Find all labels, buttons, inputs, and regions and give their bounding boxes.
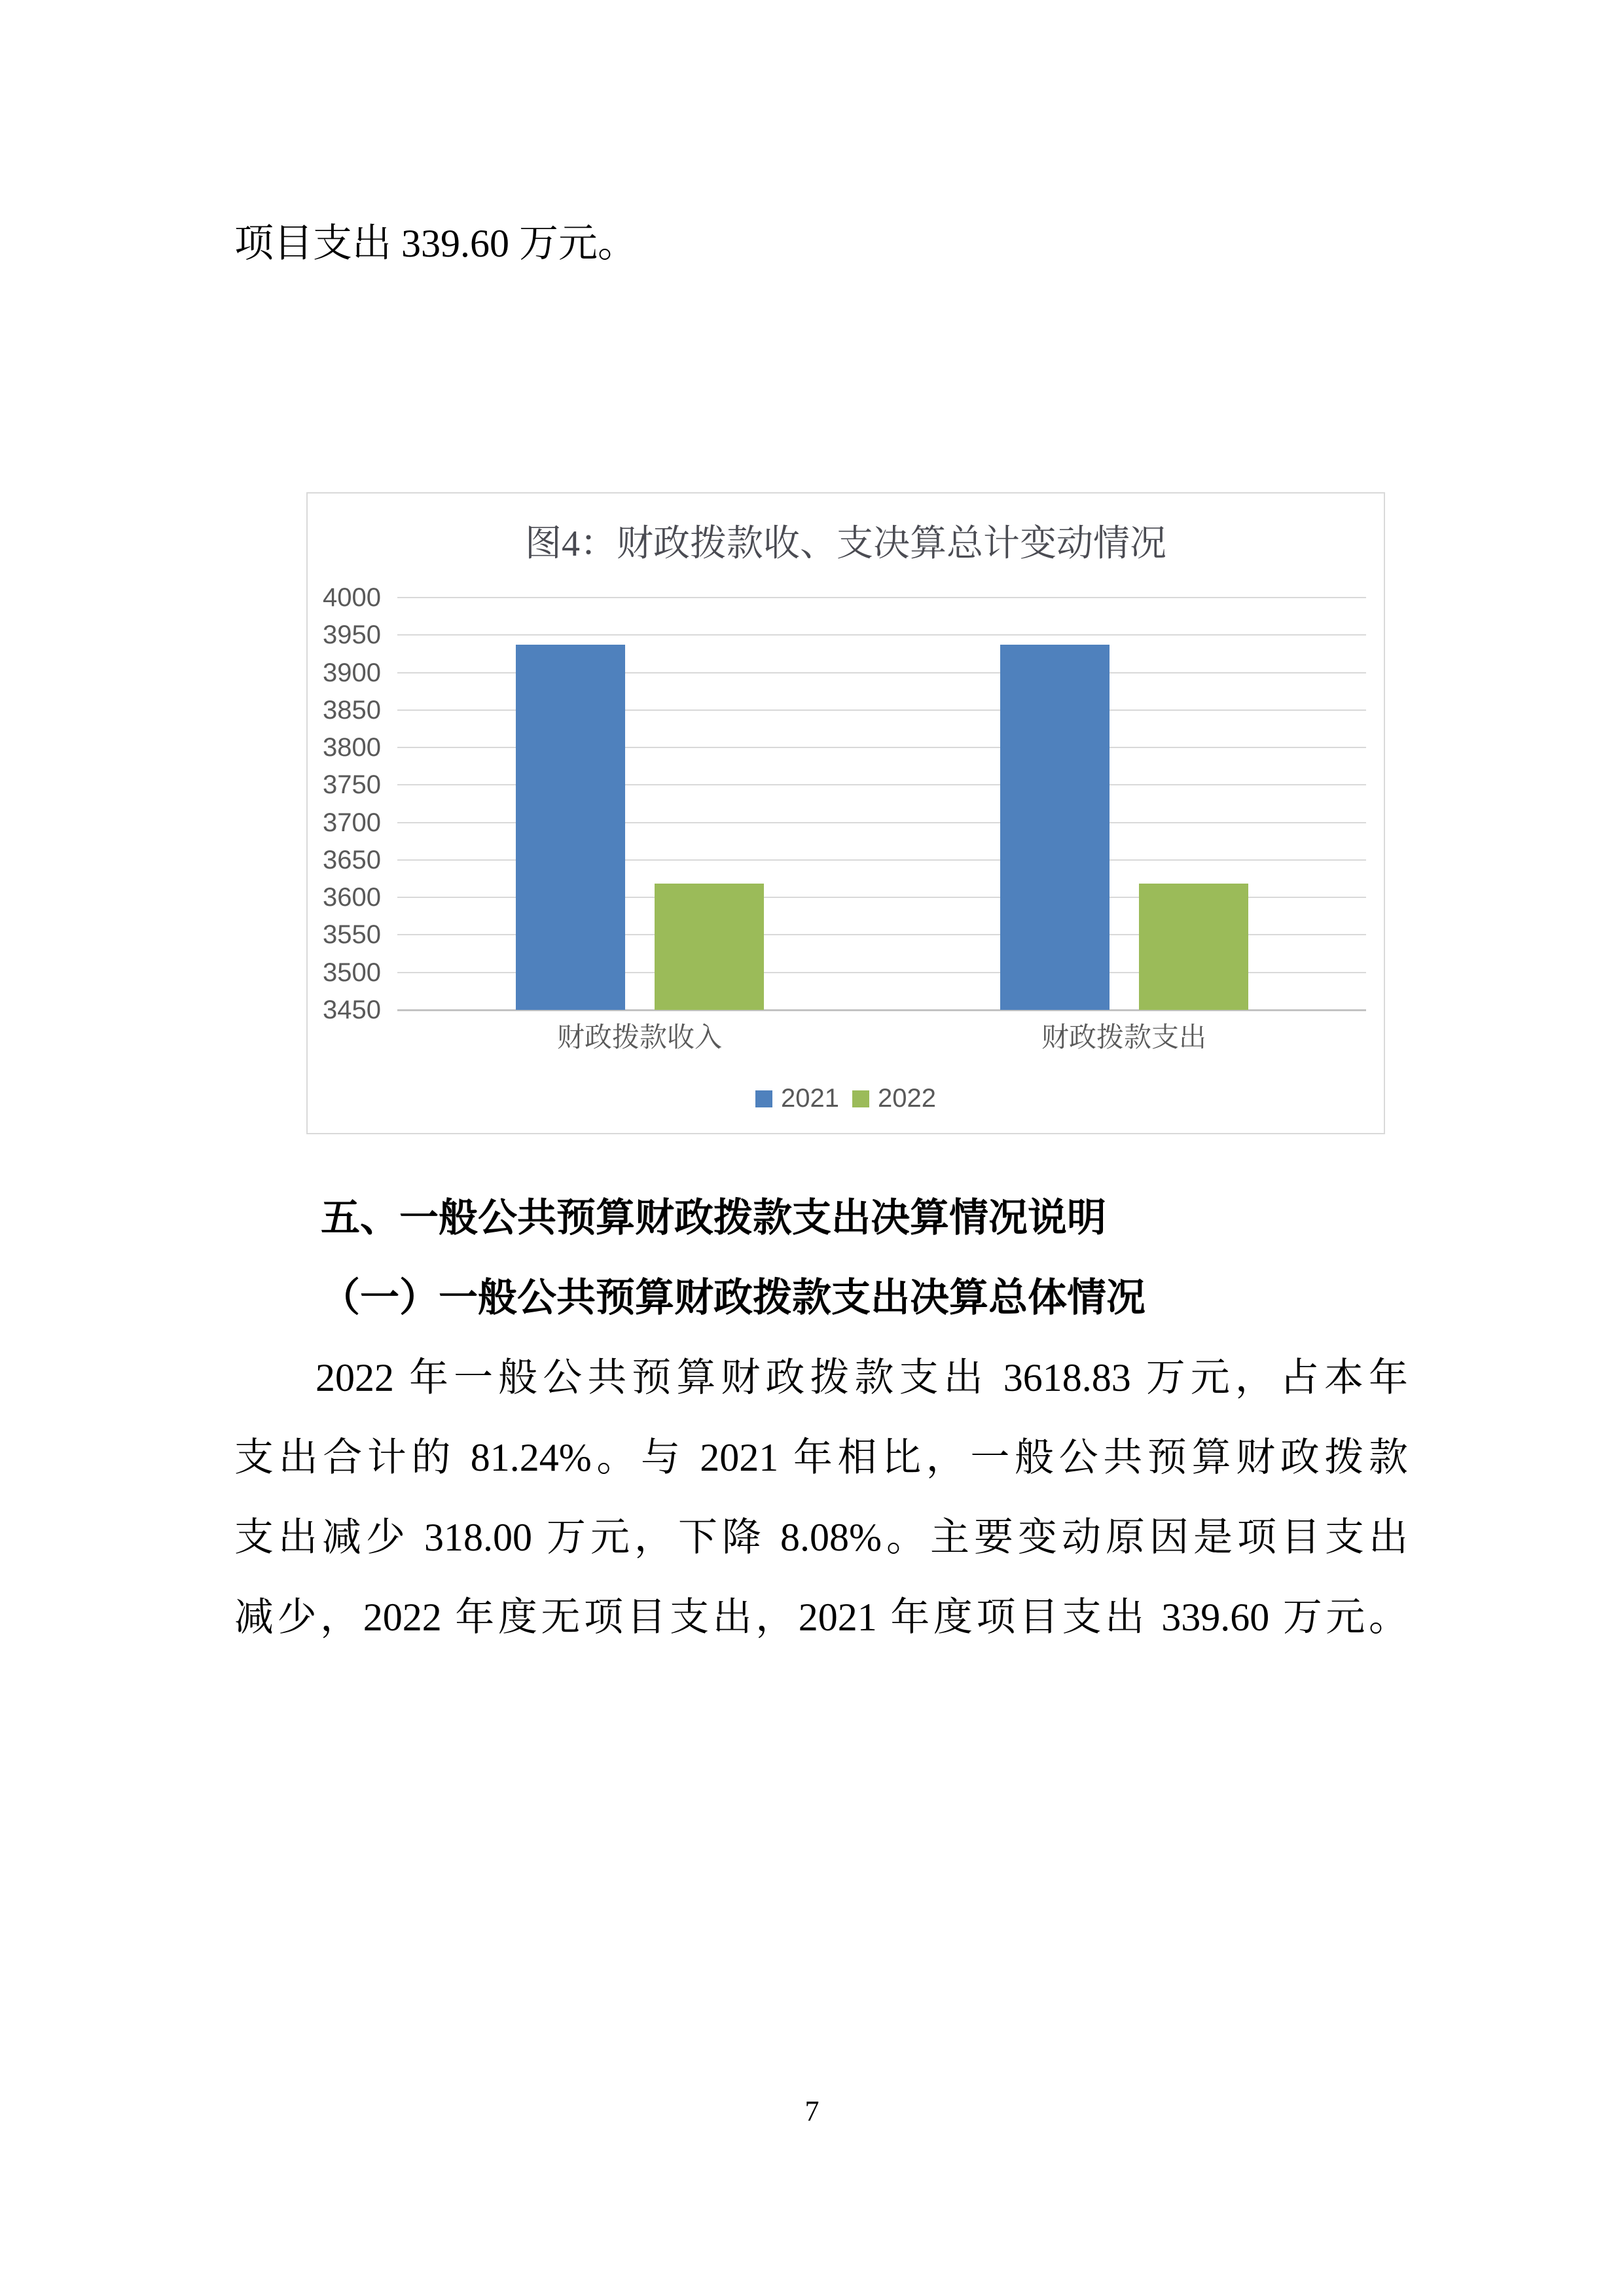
y-axis-tick-label: 3750 <box>323 770 381 800</box>
y-axis-tick-label: 3550 <box>323 920 381 950</box>
y-axis-tick-label: 3850 <box>323 695 381 725</box>
y-axis-tick-label: 3900 <box>323 658 381 687</box>
page-number: 7 <box>804 2095 820 2127</box>
gridline <box>397 597 1366 598</box>
legend-item-2021 <box>755 1084 839 1113</box>
y-axis-tick-label: 3500 <box>323 958 381 987</box>
y-axis-tick-label: 3450 <box>323 996 381 1024</box>
y-axis-tick-label: 3700 <box>323 808 381 837</box>
legend-label: 2022 <box>878 1084 936 1113</box>
section-heading: 五、一般公共预算财政拨款支出决算情况说明 <box>321 1196 1106 1240</box>
gridline <box>397 634 1366 636</box>
paragraph-line: 2022 年一般公共预算财政拨款支出 3618.83 万元，占本年 <box>316 1356 1408 1399</box>
y-axis-tick-label: 3800 <box>323 733 381 762</box>
bar-2021-财政拨款收入 <box>516 645 625 1010</box>
chart-legend <box>308 1084 1384 1113</box>
y-axis-tick-label: 4000 <box>323 583 381 612</box>
subsection-heading: （一）一般公共预算财政拨款支出决算总体情况 <box>321 1276 1146 1319</box>
legend-label: 2021 <box>781 1084 839 1113</box>
bar-2022-财政拨款收入 <box>655 884 764 1010</box>
chart-plot-area <box>308 493 1384 1133</box>
bar-2021-财政拨款支出 <box>1000 645 1110 1010</box>
paragraph-line: 减少，2022 年度无项目支出，2021 年度项目支出 339.60 万元。 <box>234 1596 1408 1639</box>
paragraph-continuation: 项目支出 339.60 万元。 <box>234 222 637 265</box>
y-axis-tick-label: 3950 <box>323 620 381 650</box>
legend-item-2022 <box>852 1084 936 1113</box>
paragraph-line: 支出合计的 81.24%。与 2021 年相比，一般公共预算财政拨款 <box>234 1436 1408 1479</box>
legend-swatch-2021 <box>755 1090 772 1107</box>
chart-title: 图4：财政拨款收、支决算总计变动情况 <box>525 524 1166 564</box>
y-axis-tick-label: 3650 <box>323 845 381 874</box>
paragraph-line: 支出减少 318.00 万元，下降 8.08%。主要变动原因是项目支出 <box>234 1516 1408 1559</box>
body-text-block <box>234 1178 1408 1657</box>
y-axis-tick-label: 3600 <box>323 883 381 912</box>
x-axis-category-label: 财政拨款支出 <box>1041 1023 1206 1053</box>
figure4-chart <box>306 492 1385 1134</box>
legend-swatch-2022 <box>852 1090 869 1107</box>
x-axis-category-label: 财政拨款收入 <box>556 1023 722 1053</box>
bar-2022-财政拨款支出 <box>1139 884 1248 1010</box>
